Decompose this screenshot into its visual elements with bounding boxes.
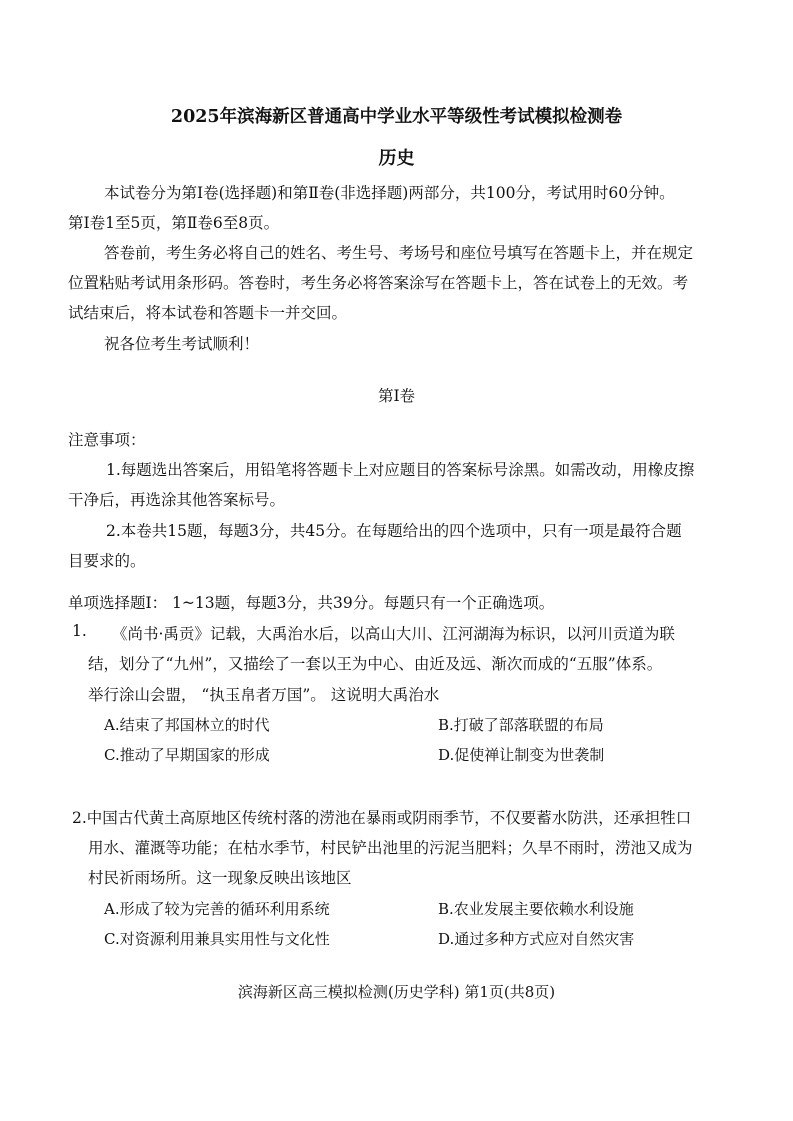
intro-paragraph-2-line-2: 位置粘贴考试用条形码。答卷时，考生务必将答案涂写在答题卡上，答在试卷上的无效。考	[68, 274, 689, 292]
good-luck-wish: 祝各位考生考试顺利！	[104, 335, 260, 353]
question-1-option-a: A.结束了邦国林立的时代	[104, 716, 270, 734]
subject-title: 历史	[378, 148, 415, 169]
note-1-line-1: 1.每题选出答案后，用铅笔将答题卡上对应题目的答案标号涂黑。如需改动，用橡皮擦	[106, 461, 695, 479]
exam-title: 2025年滨海新区普通高中学业水平等级性考试模拟检测卷	[170, 107, 623, 127]
question-1-option-c: C.推动了早期国家的形成	[104, 746, 270, 764]
note-2-line-2: 目要求的。	[68, 552, 146, 570]
question-1-line-2: 结，划分了“九州”，又描绘了一套以王为中心、由近及远、渐次而成的“五服”体系。	[88, 655, 663, 673]
question-2-line-2: 用水、灌溉等功能；在枯水季节，村民铲出池里的污泥当肥料；久旱不雨时，涝池又成为	[88, 839, 693, 857]
question-1-option-d: D.促使禅让制变为世袭制	[438, 746, 605, 764]
part-heading: 单项选择题Ⅰ： 1~13题，每题3分，共39分。每题只有一个正确选项。	[68, 594, 555, 612]
intro-paragraph-1-line-1: 本试卷分为第Ⅰ卷(选择题)和第Ⅱ卷(非选择题)两部分，共100分，考试用时60分钟。	[104, 184, 675, 202]
question-2-option-b: B.农业发展主要依赖水利设施	[438, 900, 634, 918]
notes-heading: 注意事项：	[68, 431, 146, 449]
question-1-line-1: 《尚书·禹贡》记载，大禹治水后，以高山大川、江河湖海为标识，以河川贡道为联	[112, 625, 675, 643]
question-1-number: 1.	[72, 622, 87, 640]
question-2-line-1: 2.中国古代黄土高原地区传统村落的涝池在暴雨或阴雨季节，不仅要蓄水防洪，还承担牲口	[72, 809, 692, 827]
intro-paragraph-2-line-3: 试结束后，将本试卷和答题卡一并交回。	[68, 304, 348, 322]
note-1-line-2: 干净后，再选涂其他答案标号。	[68, 491, 286, 509]
question-2-option-c: C.对资源利用兼具实用性与文化性	[104, 930, 330, 948]
question-2-line-3: 村民祈雨场所。这一现象反映出该地区	[88, 869, 352, 887]
note-2-line-1: 2.本卷共15题，每题3分，共45分。在每题给出的四个选项中，只有一项是最符合题	[106, 522, 682, 540]
intro-paragraph-1-line-2: 第Ⅰ卷1至5页，第Ⅱ卷6至8页。	[68, 214, 280, 232]
question-1-line-3: 举行涂山会盟， “执玉帛者万国”。 这说明大禹治水	[88, 686, 440, 704]
question-2-option-a: A.形成了较为完善的循环利用系统	[104, 900, 330, 918]
question-2-option-d: D.通过多种方式应对自然灾害	[438, 930, 635, 948]
section-title: 第Ⅰ卷	[377, 387, 416, 405]
question-1-option-b: B.打破了部落联盟的布局	[438, 716, 604, 734]
intro-paragraph-2-line-1: 答卷前，考生务必将自己的姓名、考生号、考场号和座位号填写在答题卡上，并在规定	[104, 244, 694, 262]
page-footer: 滨海新区高三模拟检测(历史学科) 第1页(共8页)	[237, 983, 556, 1001]
